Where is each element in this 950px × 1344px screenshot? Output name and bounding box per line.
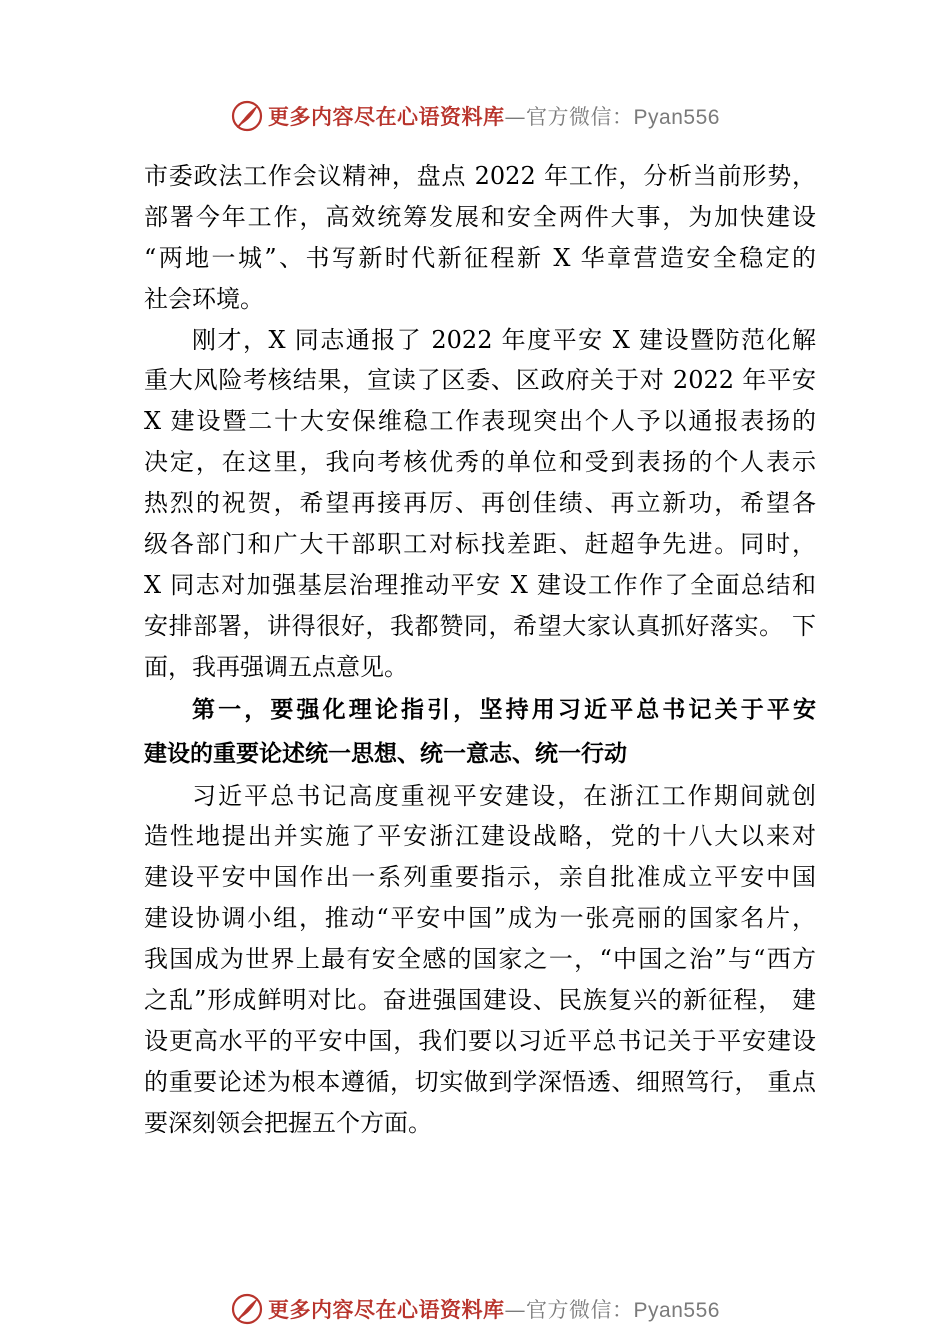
body-line: 决定，在这里，我向考核优秀的单位和受到表扬的个人表示 bbox=[144, 448, 816, 477]
body-line: 热烈的祝贺，希望再接再厉、再创佳绩、再立新功，希望各 bbox=[144, 489, 816, 518]
watermark-red-text: 更多内容尽在心语资料库 bbox=[268, 1297, 505, 1322]
section-heading-line: 建设的重要论述统一思想、统一意志、统一行动 bbox=[144, 740, 627, 767]
watermark-wechat-id: Pyan556 bbox=[633, 1299, 720, 1322]
body-line: X 建设暨二十大安保维稳工作表现突出个人予以通报表扬的 bbox=[144, 407, 816, 436]
quill-logo-icon bbox=[230, 99, 264, 133]
section-heading-line: 第一，要强化理论指引，坚持用习近平总书记关于平安 bbox=[192, 696, 816, 723]
body-line: 面，我再强调五点意见。 bbox=[144, 652, 408, 681]
header-watermark bbox=[0, 96, 950, 136]
body-line: 造性地提出并实施了平安浙江建设战略，党的十八大以来对 bbox=[144, 822, 816, 851]
body-line: 习近平总书记高度重视平安建设，在浙江工作期间就创 bbox=[192, 781, 816, 810]
body-line: 之乱”形成鲜明对比。奋进强国建设、民族复兴的新征程， 建 bbox=[144, 986, 816, 1015]
document-body bbox=[144, 156, 816, 1144]
body-line: 部署今年工作，高效统筹发展和安全两件大事，为加快建设 bbox=[144, 202, 816, 231]
body-line: 刚才，X 同志通报了 2022 年度平安 X 建设暨防范化解 bbox=[192, 325, 816, 354]
watermark-gray-text: —官方微信： bbox=[504, 1298, 634, 1322]
body-line: 要深刻领会把握五个方面。 bbox=[144, 1108, 432, 1137]
body-line: X 同志对加强基层治理推动平安 X 建设工作作了全面总结和 bbox=[144, 570, 816, 599]
body-line: 建设协调小组，推动“平安中国”成为一张亮丽的国家名片， bbox=[144, 904, 816, 933]
body-line: 的重要论述为根本遵循，切实做到学深悟透、细照笃行， 重点 bbox=[144, 1067, 816, 1096]
watermark-text bbox=[268, 1294, 720, 1324]
watermark-gray-text: —官方微信： bbox=[504, 105, 634, 129]
body-line: 级各部门和广大干部职工对标找差距、赶超争先进。同时， bbox=[144, 530, 816, 559]
body-line: 我国成为世界上最有安全感的国家之一，“中国之治”与“西方 bbox=[144, 945, 816, 974]
watermark-text bbox=[268, 101, 720, 131]
body-line: 重大风险考核结果，宣读了区委、区政府关于对 2022 年平安 bbox=[144, 366, 816, 395]
body-line: 设更高水平的平安中国，我们要以习近平总书记关于平安建设 bbox=[144, 1026, 816, 1055]
watermark-red-text: 更多内容尽在心语资料库 bbox=[268, 104, 505, 129]
watermark-wechat-id: Pyan556 bbox=[633, 106, 720, 129]
body-line: 市委政法工作会议精神，盘点 2022 年工作，分析当前形势， bbox=[144, 162, 816, 190]
body-line: “两地一城”、书写新时代新征程新 X 华章营造安全稳定的 bbox=[144, 243, 816, 272]
body-line: 安排部署，讲得很好，我都赞同，希望大家认真抓好落实。 下 bbox=[144, 611, 816, 640]
quill-logo-icon bbox=[230, 1292, 264, 1326]
body-line: 社会环境。 bbox=[144, 284, 264, 313]
body-line: 建设平安中国作出一系列重要指示，亲自批准成立平安中国 bbox=[144, 863, 816, 892]
footer-watermark bbox=[0, 1289, 950, 1329]
